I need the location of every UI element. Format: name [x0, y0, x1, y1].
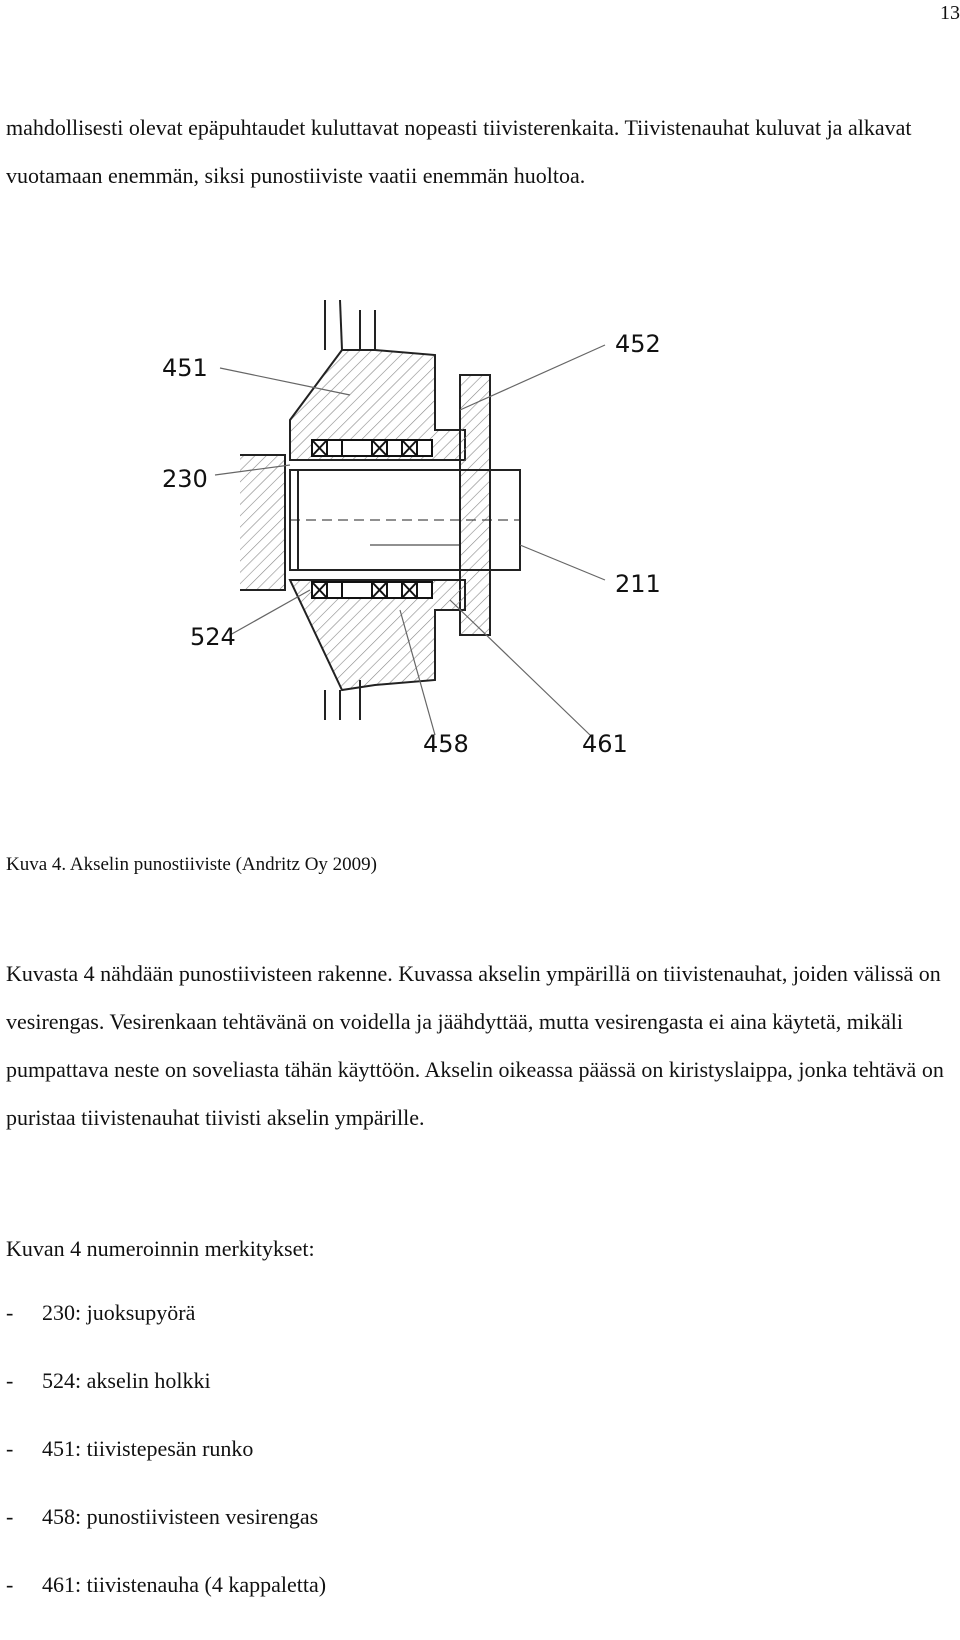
list-dash: -	[6, 1504, 14, 1529]
list-item	[6, 1504, 326, 1572]
list-item	[6, 1436, 326, 1504]
label-461: 461	[582, 730, 628, 758]
seal-cross-section-drawing	[160, 290, 690, 790]
list-item	[6, 1300, 326, 1368]
list-dash: -	[6, 1436, 14, 1461]
list-item-text: 524: akselin holkki	[42, 1368, 211, 1393]
list-item	[6, 1572, 326, 1640]
label-451: 451	[162, 354, 208, 382]
list-item	[6, 1368, 326, 1436]
numbering-list	[6, 1300, 326, 1640]
list-dash: -	[6, 1300, 14, 1325]
paragraph-description: Kuvasta 4 nähdään punostiivisteen rakenne. Kuvassa akselin ympärillä on tiivistenauhat, joiden välissä on vesirengas. Vesirenkaan tehtävänä on voidella ja jäähdyttää, mutta vesirengasta ei aina käytetä, mikäli pumpattava neste on soveliasta tähän käyttöön. Akselin oikeassa päässä on kiristyslaippa, jonka tehtävä on puristaa tiivistenauhat tiivisti akselin ympärille.	[6, 961, 944, 1130]
packing-rings-upper	[312, 440, 432, 456]
seal-diagram	[160, 290, 690, 790]
figure-caption: Kuva 4. Akselin punostiiviste (Andritz Oy 2009)	[6, 854, 377, 875]
list-item-text: 458: punostiivisteen vesirengas	[42, 1504, 319, 1529]
list-dash: -	[6, 1572, 14, 1597]
list-dash: -	[6, 1368, 14, 1393]
page-number: 13	[940, 2, 960, 24]
packing-rings-lower	[312, 582, 432, 598]
list-item-text: 451: tiivistepesän runko	[42, 1436, 254, 1461]
label-524: 524	[190, 623, 236, 651]
paragraph-intro: mahdollisesti olevat epäpuhtaudet kuluttavat nopeasti tiivisterenkaita. Tiivistenauhat kuluvat ja alkavat vuotamaan enemmän, siksi punostiiviste vaatii enemmän huoltoa.	[6, 115, 912, 188]
impeller-hub	[240, 455, 285, 590]
label-452: 452	[615, 330, 661, 358]
label-230: 230	[162, 465, 208, 493]
list-intro: Kuvan 4 numeroinnin merkitykset:	[6, 1236, 315, 1261]
label-211: 211	[615, 570, 661, 598]
list-item-text: 461: tiivistenauha (4 kappaletta)	[42, 1572, 327, 1597]
label-458: 458	[423, 730, 469, 758]
list-item-text: 230: juoksupyörä	[42, 1300, 196, 1325]
